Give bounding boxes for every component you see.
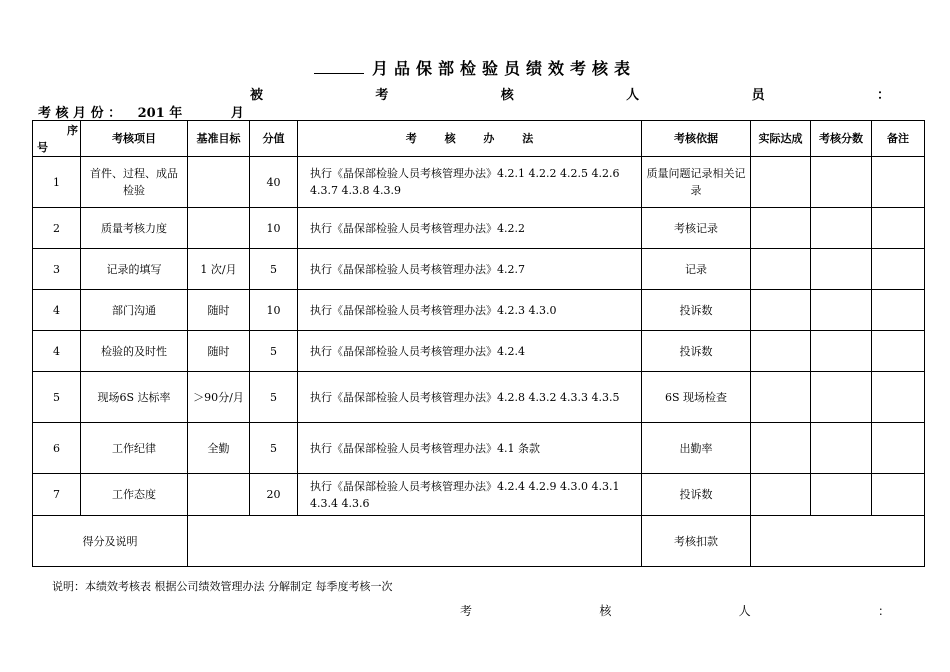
signature-char: ： bbox=[877, 604, 890, 618]
cell-base: 1 次/月 bbox=[188, 249, 250, 290]
cell-method: 执行《晶保部检验人员考核管理办法》4.2.3 4.3.0 bbox=[298, 290, 642, 331]
signature-char: 人 bbox=[738, 604, 751, 618]
header-base: 基准目标 bbox=[188, 121, 250, 157]
examinee-char: 考 bbox=[375, 88, 389, 103]
cell-item: 检验的及时性 bbox=[81, 331, 188, 372]
header-seq bbox=[33, 121, 81, 157]
cell-points[interactable] bbox=[811, 249, 872, 290]
examinee-char: ： bbox=[876, 88, 890, 103]
cell-score: 10 bbox=[250, 208, 298, 249]
cell-basis: 质量问题记录相关记录 bbox=[642, 157, 751, 208]
header-basis: 考核依据 bbox=[642, 121, 751, 157]
cell-points[interactable] bbox=[811, 208, 872, 249]
title-text: 月品保部检验员绩效考核表 bbox=[371, 59, 636, 78]
header-method: 考 核 办 法 bbox=[298, 121, 642, 157]
header-remark: 备注 bbox=[872, 121, 925, 157]
assessment-table bbox=[32, 120, 925, 567]
deduction-cell[interactable] bbox=[751, 516, 925, 567]
cell-item: 质量考核力度 bbox=[81, 208, 188, 249]
cell-seq: 7 bbox=[33, 474, 81, 516]
cell-base bbox=[188, 208, 250, 249]
signature-char: 核 bbox=[599, 604, 612, 618]
cell-item: 现场6S 达标率 bbox=[81, 372, 188, 423]
explanation-note: 说明：本绩效考核表 根据公司绩效管理办法 分解制定 每季度考核一次 bbox=[52, 580, 393, 593]
cell-remark[interactable] bbox=[872, 331, 925, 372]
cell-remark[interactable] bbox=[872, 157, 925, 208]
cell-basis: 投诉数 bbox=[642, 331, 751, 372]
cell-score: 40 bbox=[250, 157, 298, 208]
cell-points[interactable] bbox=[811, 474, 872, 516]
cell-base bbox=[188, 157, 250, 208]
cell-method: 执行《晶保部检验人员考核管理办法》4.2.7 bbox=[298, 249, 642, 290]
cell-basis: 6S 现场检查 bbox=[642, 372, 751, 423]
cell-actual[interactable] bbox=[751, 290, 811, 331]
period-year: 201 年 bbox=[137, 106, 183, 121]
cell-basis: 投诉数 bbox=[642, 290, 751, 331]
examinee-line bbox=[250, 84, 890, 102]
cell-score: 5 bbox=[250, 372, 298, 423]
examinee-char: 被 bbox=[250, 88, 264, 103]
deduction-label: 考核扣款 bbox=[642, 516, 751, 567]
footer-row bbox=[33, 516, 925, 567]
header-actual: 实际达成 bbox=[751, 121, 811, 157]
header-seq-top: 序 bbox=[67, 123, 78, 137]
header-score: 分值 bbox=[250, 121, 298, 157]
cell-method: 执行《晶保部检验人员考核管理办法》4.2.2 bbox=[298, 208, 642, 249]
cell-points[interactable] bbox=[811, 331, 872, 372]
cell-remark[interactable] bbox=[872, 423, 925, 474]
table-row bbox=[33, 372, 925, 423]
header-points: 考核分数 bbox=[811, 121, 872, 157]
table-row bbox=[33, 331, 925, 372]
cell-actual[interactable] bbox=[751, 249, 811, 290]
cell-actual[interactable] bbox=[751, 474, 811, 516]
score-summary-cell[interactable] bbox=[188, 516, 642, 567]
title-blank bbox=[314, 59, 364, 74]
header-seq-bottom: 号 bbox=[37, 140, 48, 154]
cell-score: 20 bbox=[250, 474, 298, 516]
cell-actual[interactable] bbox=[751, 208, 811, 249]
header-row bbox=[33, 121, 925, 157]
cell-base: 随时 bbox=[188, 290, 250, 331]
form-title bbox=[0, 56, 950, 79]
cell-method: 执行《晶保部检验人员考核管理办法》4.2.8 4.3.2 4.3.3 4.3.5 bbox=[298, 372, 642, 423]
cell-seq: 1 bbox=[33, 157, 81, 208]
cell-seq: 6 bbox=[33, 423, 81, 474]
period-line bbox=[38, 102, 256, 121]
cell-actual[interactable] bbox=[751, 331, 811, 372]
period-month: 月 bbox=[230, 106, 244, 121]
cell-method: 执行《晶保部检验人员考核管理办法》4.2.4 bbox=[298, 331, 642, 372]
signature-char: 考 bbox=[460, 604, 473, 618]
cell-actual[interactable] bbox=[751, 423, 811, 474]
examinee-char: 核 bbox=[500, 88, 514, 103]
score-summary-label: 得分及说明 bbox=[33, 516, 188, 567]
table-row bbox=[33, 157, 925, 208]
table-row bbox=[33, 290, 925, 331]
table-row bbox=[33, 423, 925, 474]
cell-method: 执行《晶保部检验人员考核管理办法》4.1 条款 bbox=[298, 423, 642, 474]
cell-basis: 出勤率 bbox=[642, 423, 751, 474]
cell-item: 部门沟通 bbox=[81, 290, 188, 331]
cell-basis: 考核记录 bbox=[642, 208, 751, 249]
cell-method: 执行《晶保部检验人员考核管理办法》4.2.1 4.2.2 4.2.5 4.2.6 4.3.7 4.3.8 4.3.9 bbox=[298, 157, 642, 208]
cell-points[interactable] bbox=[811, 290, 872, 331]
cell-remark[interactable] bbox=[872, 372, 925, 423]
cell-base: ＞90分/月 bbox=[188, 372, 250, 423]
cell-score: 5 bbox=[250, 331, 298, 372]
cell-remark[interactable] bbox=[872, 249, 925, 290]
cell-item: 工作态度 bbox=[81, 474, 188, 516]
cell-points[interactable] bbox=[811, 157, 872, 208]
cell-seq: 3 bbox=[33, 249, 81, 290]
cell-item: 工作纪律 bbox=[81, 423, 188, 474]
cell-base bbox=[188, 474, 250, 516]
cell-seq: 5 bbox=[33, 372, 81, 423]
table-row bbox=[33, 208, 925, 249]
cell-base: 全勤 bbox=[188, 423, 250, 474]
cell-item: 首件、过程、成品检验 bbox=[81, 157, 188, 208]
cell-points[interactable] bbox=[811, 423, 872, 474]
examinee-char: 人 bbox=[626, 88, 640, 103]
cell-remark[interactable] bbox=[872, 474, 925, 516]
cell-seq: 2 bbox=[33, 208, 81, 249]
header-item: 考核项目 bbox=[81, 121, 188, 157]
cell-method: 执行《晶保部检验人员考核管理办法》4.2.4 4.2.9 4.3.0 4.3.1 4.3.4 4.3.6 bbox=[298, 474, 642, 516]
cell-item: 记录的填写 bbox=[81, 249, 188, 290]
cell-score: 10 bbox=[250, 290, 298, 331]
cell-seq: 4 bbox=[33, 331, 81, 372]
cell-remark[interactable] bbox=[872, 290, 925, 331]
cell-score: 5 bbox=[250, 423, 298, 474]
table-row bbox=[33, 474, 925, 516]
cell-actual[interactable] bbox=[751, 372, 811, 423]
cell-basis: 投诉数 bbox=[642, 474, 751, 516]
cell-actual[interactable] bbox=[751, 157, 811, 208]
cell-seq: 4 bbox=[33, 290, 81, 331]
cell-basis: 记录 bbox=[642, 249, 751, 290]
table-row bbox=[33, 249, 925, 290]
cell-score: 5 bbox=[250, 249, 298, 290]
cell-points[interactable] bbox=[811, 372, 872, 423]
period-label: 考 核 月 份 ： bbox=[38, 106, 122, 121]
cell-remark[interactable] bbox=[872, 208, 925, 249]
signature-line bbox=[460, 602, 890, 619]
examinee-char: 员 bbox=[751, 88, 765, 103]
cell-base: 随时 bbox=[188, 331, 250, 372]
